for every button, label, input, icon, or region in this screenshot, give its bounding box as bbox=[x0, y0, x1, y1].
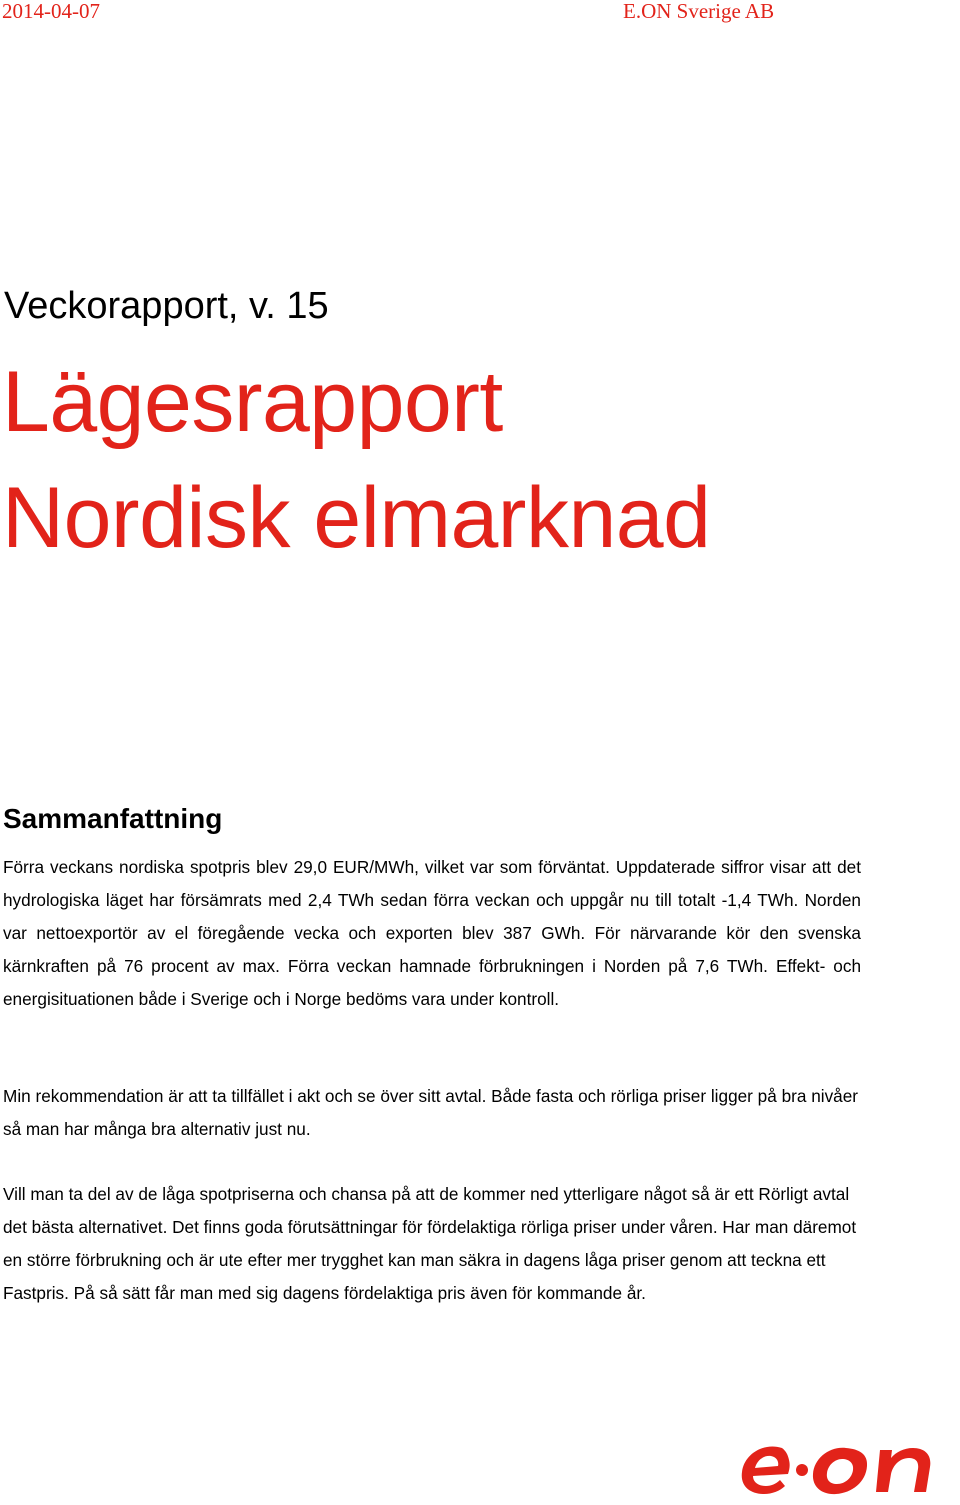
summary-heading: Sammanfattning bbox=[3, 803, 223, 834]
summary-paragraph-2: Min rekommendation är att ta tillfället i akt och se över sitt avtal. Både fasta och rörliga priser ligger på bra nivåer så man har många bra alternativ just nu. bbox=[3, 1086, 859, 1139]
summary-paragraph-1: Förra veckans nordiska spotpris blev 29,0 EUR/MWh, vilket var som förväntat. Uppdaterade siffror visar att det hydrologiska läget har försämrats med 2,4 TWh sedan förra veckan och uppgår nu till totalt -1,4 TWh. Norden var nettoexportör av el föregående vecka och exporten blev 387 GWh. För närvarande kör den svenska kärnkraften på 76 procent av max. Förra veckan hamnade förbrukningen i Norden på 7,6 TWh. Effekt- och energisituationen både i Sverige och i Norge bedöms vara under kontroll. bbox=[3, 857, 861, 1009]
report-week: Veckorapport, v. 15 bbox=[4, 285, 329, 327]
header-company: E.ON Sverige AB bbox=[623, 0, 775, 23]
title-line-2: Nordisk elmarknad bbox=[2, 470, 711, 566]
header-date: 2014-04-07 bbox=[2, 0, 100, 23]
summary-paragraph-3: Vill man ta del av de låga spotpriserna och chansa på att de kommer ned ytterligare något så är ett Rörligt avtal det bästa alternativet. Det finns goda förutsättningar för fördelaktiga rörliga priser under våren. Har man däremot en större förbrukning och är ute efter mer trygghet kan man säkra in dagens låga priser genom att teckna ett Fastpris. På så sätt får man med sig dagens fördelaktiga pris även för kommande år. bbox=[3, 1184, 857, 1303]
page-title bbox=[2, 344, 710, 576]
title-line-1: Lägesrapport bbox=[2, 354, 503, 450]
eon-logo-icon bbox=[738, 1428, 954, 1500]
